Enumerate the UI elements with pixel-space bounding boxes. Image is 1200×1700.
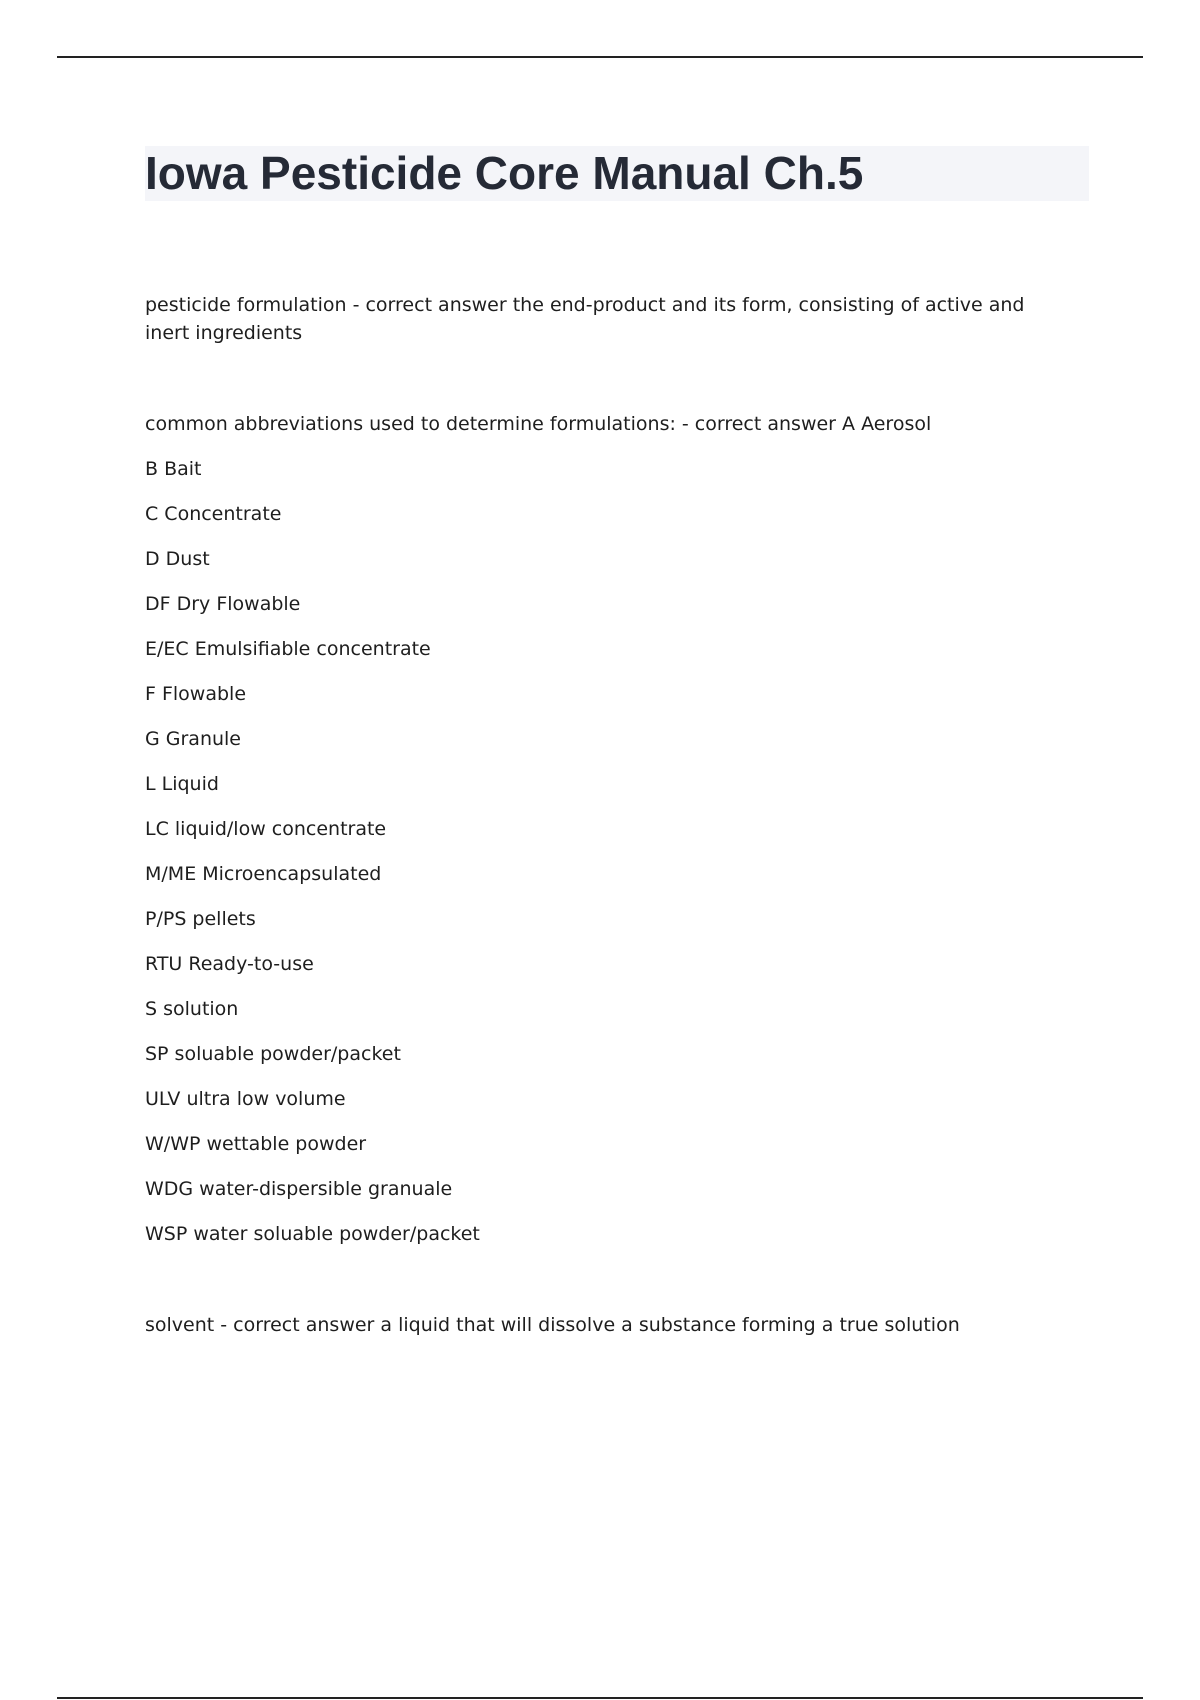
list-item: LC liquid/low concentrate <box>145 818 387 840</box>
entry-pesticide-formulation: pesticide formulation - correct answer the end-product and its form, consisting of active and inert ingredients <box>145 294 1025 344</box>
list-item: G Granule <box>145 728 241 750</box>
list-item: WDG water-dispersible granuale <box>145 1178 453 1200</box>
top-rule <box>57 56 1143 58</box>
abbreviation-list <box>145 455 1055 1248</box>
list-item: C Concentrate <box>145 503 282 525</box>
list-item: B Bait <box>145 458 202 480</box>
list-item: ULV ultra low volume <box>145 1088 346 1110</box>
list-item: P/PS pellets <box>145 908 256 930</box>
bottom-rule <box>57 1697 1143 1699</box>
list-item: W/WP wettable powder <box>145 1133 367 1155</box>
document-body <box>145 291 1055 1339</box>
list-item: E/EC Emulsifiable concentrate <box>145 638 431 660</box>
list-item: L Liquid <box>145 773 219 795</box>
list-item: DF Dry Flowable <box>145 593 301 615</box>
page-title: Iowa Pesticide Core Manual Ch.5 <box>145 147 864 199</box>
entry-solvent: solvent - correct answer a liquid that will dissolve a substance forming a true solution <box>145 1314 960 1336</box>
list-item: S solution <box>145 998 239 1020</box>
entry-abbreviations-intro: common abbreviations used to determine formulations: - correct answer A Aerosol <box>145 413 932 435</box>
list-item: F Flowable <box>145 683 247 705</box>
list-item: WSP water soluable powder/packet <box>145 1223 480 1245</box>
list-item: SP soluable powder/packet <box>145 1043 401 1065</box>
list-item: M/ME Microencapsulated <box>145 863 382 885</box>
list-item: D Dust <box>145 548 210 570</box>
list-item: RTU Ready-to-use <box>145 953 314 975</box>
